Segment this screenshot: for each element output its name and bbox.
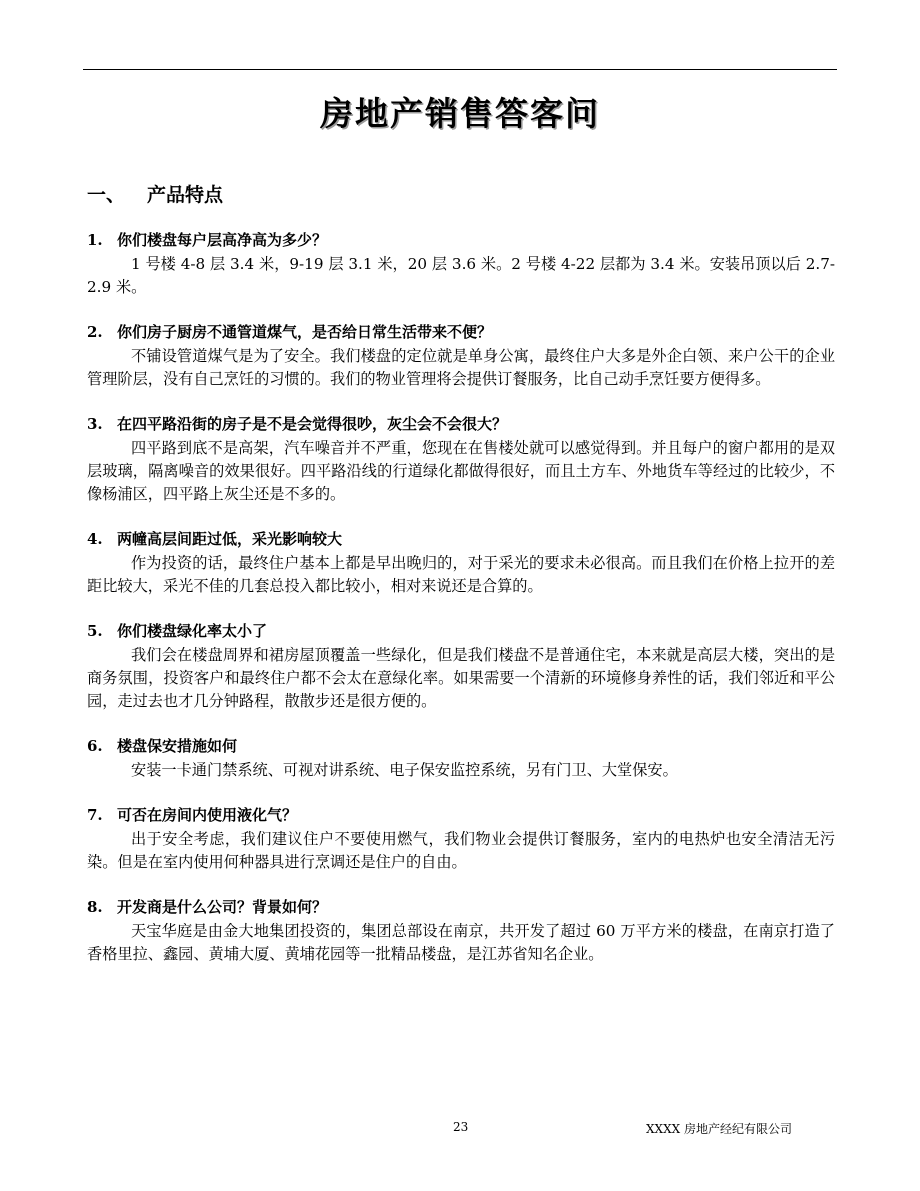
answer: 四平路到底不是高架，汽车噪音并不严重，您现在在售楼处就可以感觉得到。并且每户的窗户都用的是双层玻璃，隔离噪音的效果很好。四平路沿线的行道绿化都做得很好，而且土方车、外地货车等经过的比较少，不像杨浦区，四平路上灰尘还是不多的。 <box>87 439 835 503</box>
answer: 不铺设管道煤气是为了安全。我们楼盘的定位就是单身公寓，最终住户大多是外企白领、来户公干的企业管理阶层，没有自己烹饪的习惯的。我们的物业管理将会提供订餐服务，比自己动手烹饪要方便得多。 <box>87 347 835 388</box>
answer: 安装一卡通门禁系统、可视对讲系统、电子保安监控系统，另有门卫、大堂保安。 <box>131 761 678 779</box>
question-number: 4. <box>87 530 103 548</box>
qa-item <box>87 803 835 874</box>
question-number: 2. <box>87 323 103 341</box>
question <box>87 228 835 253</box>
section-heading <box>87 180 223 207</box>
question <box>87 320 835 345</box>
answer: 天宝华庭是由金大地集团投资的，集团总部设在南京，共开发了超过 60 万平方米的楼盘，在南京打造了香格里拉、鑫园、黄埔大厦、黄埔花园等一批精品楼盘，是江苏省知名企业。 <box>87 922 835 963</box>
question-text: 你们楼盘每户层高净高为多少？ <box>117 231 328 249</box>
question-text: 两幢高层间距过低，采光影响较大 <box>117 530 343 548</box>
answer: 作为投资的话，最终住户基本上都是早出晚归的，对于采光的要求未必很高。而且我们在价格上拉开的差距比较大，采光不佳的几套总投入都比较小，相对来说还是合算的。 <box>87 554 835 595</box>
answer: 1 号楼 4-8 层 3.4 米，9-19 层 3.1 米，20 层 3.6 米。2 号楼 4-22 层都为 3.4 米。安装吊顶以后 2.7-2.9 米。 <box>87 255 835 296</box>
section-number: 一、 <box>87 184 126 206</box>
question-text: 在四平路沿街的房子是不是会觉得很吵，灰尘会不会很大？ <box>117 415 508 433</box>
question-text: 你们楼盘绿化率太小了 <box>117 622 268 640</box>
qa-item <box>87 228 835 299</box>
qa-item <box>87 895 835 966</box>
question-number: 8. <box>87 898 103 916</box>
answer: 我们会在楼盘周界和裙房屋顶覆盖一些绿化，但是我们楼盘不是普通住宅，本来就是高层大楼，突出的是商务氛围，投资客户和最终住户都不会太在意绿化率。如果需要一个清新的环境修身养性的话，我们邻近和平公园，走过去也才几分钟路程，散散步还是很方便的。 <box>87 646 835 710</box>
question <box>87 895 835 920</box>
question <box>87 619 835 644</box>
question-text: 你们房子厨房不通管道煤气，是否给日常生活带来不便？ <box>117 323 493 341</box>
question-text: 开发商是什么公司？背景如何？ <box>117 898 328 916</box>
answer: 出于安全考虑，我们建议住户不要使用燃气，我们物业会提供订餐服务，室内的电热炉也安全清洁无污染。但是在室内使用何种器具进行烹调还是住户的自由。 <box>87 830 835 871</box>
qa-list <box>87 228 835 987</box>
question-number: 3. <box>87 415 103 433</box>
qa-item <box>87 619 835 713</box>
qa-item <box>87 527 835 598</box>
qa-item <box>87 734 835 782</box>
question <box>87 803 835 828</box>
question-number: 7. <box>87 806 103 824</box>
footer-company: XXXX 房地产经纪有限公司 <box>646 1122 792 1136</box>
qa-item <box>87 412 835 506</box>
question-text: 可否在房间内使用液化气？ <box>117 806 298 824</box>
question <box>87 734 835 759</box>
header-rule <box>83 69 837 70</box>
document-title: 房地产销售答客问 <box>320 94 600 133</box>
qa-item <box>87 320 835 391</box>
question <box>87 412 835 437</box>
section-title: 产品特点 <box>147 184 224 206</box>
page-number: 23 <box>453 1120 469 1134</box>
question-number: 1. <box>87 231 103 249</box>
question-number: 6. <box>87 737 103 755</box>
question <box>87 527 835 552</box>
question-text: 楼盘保安措施如何 <box>117 737 238 755</box>
question-number: 5. <box>87 622 103 640</box>
